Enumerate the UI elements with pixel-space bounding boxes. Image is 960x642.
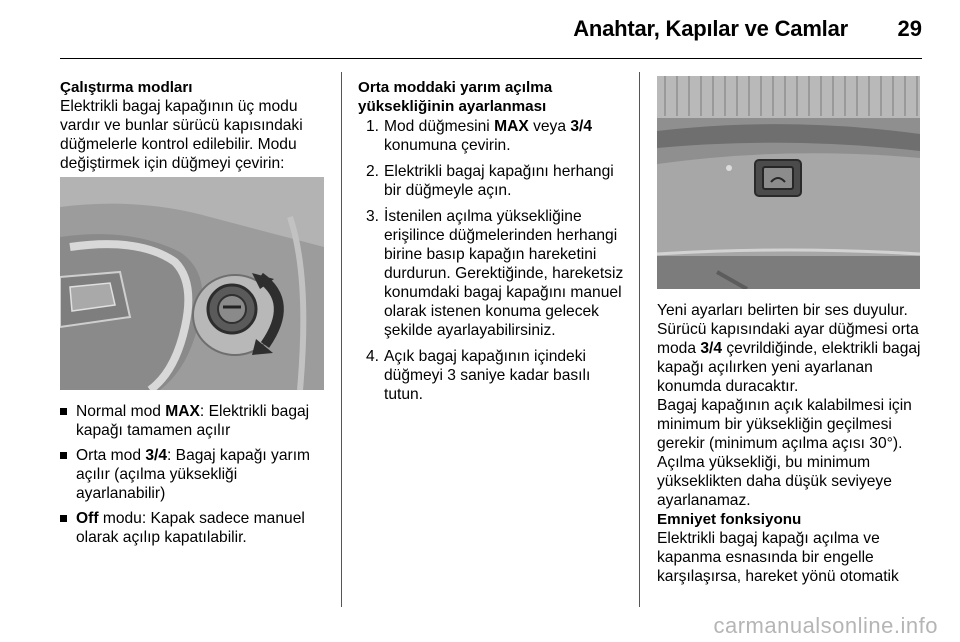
tailgate-button-illustration bbox=[657, 76, 920, 289]
bullet-mode-name: MAX bbox=[165, 403, 200, 420]
header-title: Anahtar, Kapılar ve Camlar bbox=[573, 16, 848, 41]
minimum-height-paragraph: Bagaj kapağının açık kalabilmesi için minimum bir yüksekliğin geçilmesi gerekir (minimum açılma açısı 30°). Açılma yüksekliği, bu minimum yükseklikten daha düşük seviyeye ayarlanamaz. bbox=[657, 397, 912, 509]
beep-paragraph: Yeni ayarları belirten bir ses duyulur. bbox=[657, 302, 908, 319]
step-number: 2. bbox=[366, 163, 380, 180]
middle-column bbox=[358, 78, 630, 411]
mode-list-container bbox=[60, 402, 330, 553]
bullet-text: modu: Kapak sadece manuel olarak açılıp kapatılabilir. bbox=[76, 510, 305, 546]
door-switch-drawing bbox=[60, 177, 324, 390]
column-divider-2 bbox=[639, 72, 640, 607]
bullet-square-icon bbox=[60, 408, 67, 415]
step-text: konumuna çevirin. bbox=[384, 137, 511, 154]
tailgate-drawing bbox=[657, 76, 920, 289]
intro-paragraph: Elektrikli bagaj kapağının üç modu vardır ve bunlar sürücü kapısındaki düğmelerle kontrol edilebilir. Modu değiştirmek için düğmeyi çevirin: bbox=[60, 98, 303, 172]
list-item bbox=[358, 347, 630, 404]
column-divider-1 bbox=[341, 72, 342, 607]
setting-paragraph bbox=[657, 320, 927, 396]
mode-list bbox=[60, 402, 330, 547]
list-item bbox=[358, 117, 630, 155]
setting-mode-34: 3/4 bbox=[700, 340, 723, 357]
page-number: 29 bbox=[897, 16, 922, 41]
list-item bbox=[358, 162, 630, 200]
list-item bbox=[358, 207, 630, 340]
step-number: 4. bbox=[366, 348, 380, 365]
step-number: 1. bbox=[366, 118, 380, 135]
bullet-label: Orta mod bbox=[76, 447, 146, 464]
step-text: Elektrikli bagaj kapağını herhangi bir düğmeyle açın. bbox=[384, 163, 614, 199]
bullet-mode-name: 3/4 bbox=[145, 447, 168, 464]
step-text: Mod düğmesini bbox=[384, 118, 495, 135]
watermark: carmanualsonline.info bbox=[713, 613, 938, 638]
bullet-label: Normal mod bbox=[76, 403, 166, 420]
setting-text: çevrildiğinde, elektrikli bagaj kapağı açılırken yeni ayarlanan konumda duracaktır. bbox=[657, 340, 921, 395]
steps-list bbox=[358, 117, 630, 404]
bullet-square-icon bbox=[60, 452, 67, 459]
step-text: veya bbox=[528, 118, 571, 135]
step-mode-34: 3/4 bbox=[570, 118, 593, 135]
list-item bbox=[60, 509, 330, 547]
step-mode-max: MAX bbox=[494, 118, 529, 135]
setting-text: Sürücü kapısındaki ayar düğmesi orta moda bbox=[657, 321, 919, 357]
right-column bbox=[657, 301, 927, 586]
step-text: İstenilen açılma yüksekliğine erişilince düğmelerinden herhangi birine basıp kapağın hareketini durdurun. Gerektiğinde, hareketsiz konumdaki bagaj kapağını manuel olarak istenen konuma gelecek şekilde ayarlayabilirsiniz. bbox=[384, 208, 624, 339]
section-heading-half-open: Orta moddaki yarım açılma yüksekliğinin ayarlanması bbox=[358, 79, 553, 115]
bullet-text: : Bagaj kapağı yarım açılır (açılma yüksekliği ayarlanabilir) bbox=[76, 447, 311, 502]
step-text: Açık bagaj kapağının içindeki düğmeyi 3 saniye kadar basılı tutun. bbox=[384, 348, 591, 403]
list-item bbox=[60, 446, 330, 503]
bullet-mode-name: Off bbox=[76, 510, 99, 527]
list-item bbox=[60, 402, 330, 440]
step-number: 3. bbox=[366, 208, 380, 225]
door-switch-illustration bbox=[60, 177, 324, 390]
safety-paragraph: Elektrikli bagaj kapağı açılma ve kapanma esnasında bir engelle karşılaşırsa, hareket yönü otomatik bbox=[657, 530, 899, 585]
left-column bbox=[60, 78, 330, 173]
bullet-text: : Elektrikli bagaj kapağı tamamen açılır bbox=[76, 403, 310, 439]
section-heading-operating-modes: Çalıştırma modları bbox=[60, 79, 193, 96]
bullet-square-icon bbox=[60, 515, 67, 522]
header-rule bbox=[60, 58, 922, 59]
section-heading-safety: Emniyet fonksiyonu bbox=[657, 511, 802, 528]
